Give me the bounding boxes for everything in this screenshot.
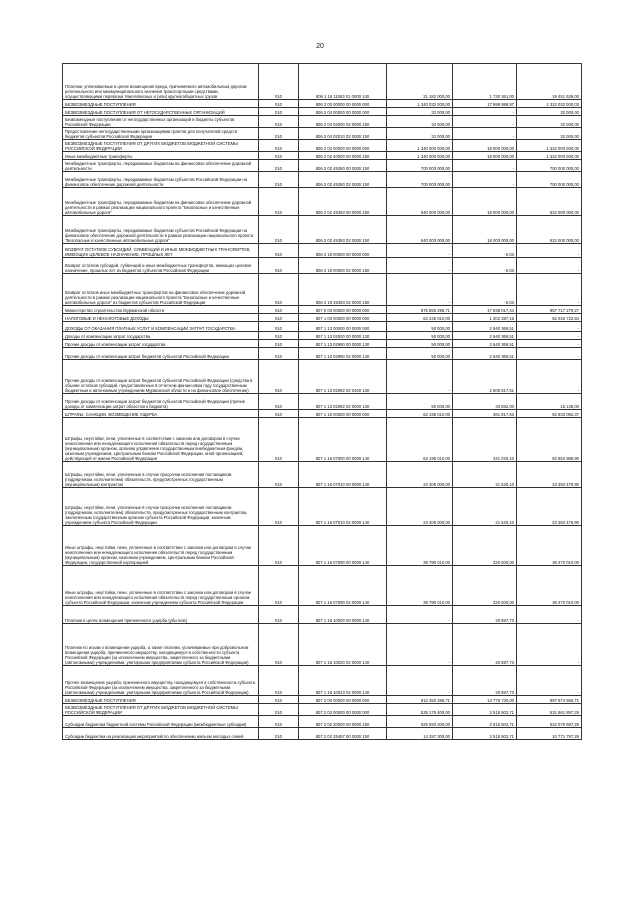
row-approved-cell: -: [387, 606, 453, 624]
row-budget-code-cell: 807 1 16 07010 02 0000 140: [299, 488, 387, 526]
row-executed-cell: 3 515 502,71: [453, 728, 517, 740]
row-unexecuted-cell: 700 000 000,00: [517, 172, 582, 188]
row-approved-cell: -: [387, 624, 453, 666]
row-name-cell: НАЛОГОВЫЕ И НЕНАЛОГОВЫЕ ДОХОДЫ: [63, 314, 259, 322]
table-row: [63, 696, 582, 704]
row-executed-cell: 361 917,63: [453, 410, 517, 418]
row-approved-cell: 700 000 000,00: [387, 172, 453, 188]
row-executed-cell: 18 000 000,00: [453, 140, 517, 152]
row-line-code-cell: 010: [259, 360, 299, 394]
row-executed-cell: 18 000 000,00: [453, 152, 517, 160]
table-row: [63, 488, 582, 526]
table-row: [63, 348, 582, 360]
row-executed-cell: 18 000 000,00: [453, 188, 517, 216]
row-budget-code-cell: 807 0 00 00000 00 0000 000: [299, 306, 387, 314]
row-name-cell: БЕЗВОЗМЕЗДНЫЕ ПОСТУПЛЕНИЯ: [63, 100, 259, 108]
row-budget-code-cell: 806 2 02 45390 00 0000 150: [299, 160, 387, 172]
row-unexecuted-cell: -: [517, 624, 582, 666]
row-budget-code-cell: 807 1 13 02990 00 0000 130: [299, 340, 387, 348]
row-executed-cell: 320 000,00: [453, 526, 517, 566]
row-name-cell: Межбюджетные трансферты, передаваемые бюджетам субъектов Российской Федерации на финансовое обеспечение дорожной деятельности в рамках реализации национального проекта "Безопасные и качественные автомобильные дороги": [63, 216, 259, 244]
row-unexecuted-cell: -: [517, 606, 582, 624]
row-line-code-cell: 010: [259, 160, 299, 172]
row-unexecuted-cell: 622 000 000,00: [517, 188, 582, 216]
row-unexecuted-cell: 1 322 000 000,00: [517, 140, 582, 152]
row-line-code-cell: 010: [259, 606, 299, 624]
row-approved-cell: 32 000,00: [387, 108, 453, 116]
row-unexecuted-cell: -: [517, 348, 582, 360]
table-row: [63, 116, 582, 128]
row-name-cell: ШТРАФЫ, САНКЦИИ, ВОЗМЕЩЕНИЕ УЩЕРБА: [63, 410, 259, 418]
table-row: [63, 704, 582, 716]
row-line-code-cell: 010: [259, 340, 299, 348]
row-line-code-cell: 010: [259, 332, 299, 340]
row-name-cell: Прочее возмещение ущерба, причиненного имуществу, находящемуся в собственности субъекта Российской Федерации (за исключением имущества, закрепленного за бюджетными (автономными) учреждениями, унитарными предприятиями субъекта Российской Федерации): [63, 666, 259, 696]
table-row: [63, 728, 582, 740]
row-line-code-cell: 010: [259, 64, 299, 100]
row-budget-code-cell: 807 1 13 02992 02 0000 130: [299, 394, 387, 410]
row-executed-cell: -0,03: [453, 258, 517, 274]
row-approved-cell: 50 000,00: [387, 332, 453, 340]
row-line-code-cell: 010: [259, 704, 299, 716]
row-approved-cell: 50 000,00: [387, 322, 453, 332]
table-row: [63, 140, 582, 152]
row-unexecuted-cell: 39 470 010,00: [517, 526, 582, 566]
row-line-code-cell: 010: [259, 526, 299, 566]
row-approved-cell: 640 000 000,00: [387, 188, 453, 216]
row-line-code-cell: 010: [259, 322, 299, 332]
row-name-cell: БЕЗВОЗМЕЗДНЫЕ ПОСТУПЛЕНИЯ ОТ ДРУГИХ БЮДЖЕТОВ БЮДЖЕТНОЙ СИСТЕМЫ РОССИЙСКОЙ ФЕДЕРАЦИИ: [63, 140, 259, 152]
row-executed-cell: 320 000,00: [453, 566, 517, 606]
table-row: [63, 172, 582, 188]
row-executed-cell: -: [453, 128, 517, 140]
table-row: [63, 566, 582, 606]
row-unexecuted-cell: 62 833 092,37: [517, 410, 582, 418]
row-executed-cell: 17 999 999,97: [453, 100, 517, 108]
row-executed-cell: -: [453, 116, 517, 128]
row-name-cell: Прочие доходы от компенсации затрат бюджетов субъектов Российской Федерации: [63, 348, 259, 360]
table-row: [63, 716, 582, 728]
row-approved-cell: 535 175 400,00: [387, 704, 453, 716]
row-approved-cell: -: [387, 244, 453, 258]
table-row: [63, 152, 582, 160]
row-budget-code-cell: 807 1 13 02990 02 0000 130: [299, 348, 387, 360]
row-executed-cell: 20 897,73: [453, 624, 517, 666]
row-executed-cell: 1 202 287,16: [453, 314, 517, 322]
row-name-cell: Платежи в целях возмещения причиненного ущерба (убытков): [63, 606, 259, 624]
row-budget-code-cell: 807 2 02 25497 00 0000 150: [299, 728, 387, 740]
row-name-cell: Иные межбюджетные трансферты: [63, 152, 259, 160]
row-line-code-cell: 010: [259, 462, 299, 488]
row-unexecuted-cell: 23 383 479,90: [517, 462, 582, 488]
row-budget-code-cell: 806 2 04 02010 02 0000 150: [299, 128, 387, 140]
row-executed-cell: 3 515 502,71: [453, 704, 517, 716]
row-line-code-cell: 010: [259, 306, 299, 314]
row-unexecuted-cell: -: [517, 360, 582, 394]
row-name-cell: Субсидии бюджетам бюджетной системы Российской Федерации (межбюджетные субсидии): [63, 716, 259, 728]
table-row: [63, 216, 582, 244]
row-line-code-cell: 010: [259, 624, 299, 666]
row-name-cell: Безвозмездные поступления от негосударственных организаций в бюджеты субъектов Российской Федерации: [63, 116, 259, 128]
row-approved-cell: 63 195 010,00: [387, 418, 453, 462]
revenue-table: [62, 63, 582, 740]
row-approved-cell: 50 000,00: [387, 348, 453, 360]
row-executed-cell: 2 640 369,51: [453, 340, 517, 348]
row-unexecuted-cell: 700 000 000,00: [517, 160, 582, 172]
row-budget-code-cell: 806 2 02 45393 00 0000 150: [299, 188, 387, 216]
row-executed-cell: 20 897,73: [453, 666, 517, 696]
row-unexecuted-cell: -: [517, 258, 582, 274]
table-row: [63, 244, 582, 258]
row-name-cell: Межбюджетные трансферты, передаваемые бюджетам субъектов Российской Федерации на финансовое обеспечение дорожной деятельности: [63, 172, 259, 188]
row-approved-cell: 525 593 200,00: [387, 716, 453, 728]
row-approved-cell: 1 340 032 000,00: [387, 100, 453, 108]
row-approved-cell: 700 000 000,00: [387, 160, 453, 172]
row-unexecuted-cell: -: [517, 244, 582, 258]
row-approved-cell: 975 655 296,71: [387, 306, 453, 314]
row-executed-cell: 2 606 517,51: [453, 360, 517, 394]
row-approved-cell: 63 245 010,00: [387, 314, 453, 322]
row-budget-code-cell: 806 2 19 00000 00 0000 000: [299, 244, 387, 258]
row-budget-code-cell: 807 2 00 00000 00 0000 000: [299, 696, 387, 704]
row-executed-cell: 3 515 502,71: [453, 716, 517, 728]
row-approved-cell: 50 000,00: [387, 394, 453, 410]
row-line-code-cell: 010: [259, 172, 299, 188]
row-executed-cell: 21 520,10: [453, 488, 517, 526]
table-row: [63, 526, 582, 566]
row-line-code-cell: 010: [259, 216, 299, 244]
row-line-code-cell: 010: [259, 258, 299, 274]
table-row: [63, 624, 582, 666]
row-unexecuted-cell: 19 451 639,00: [517, 64, 582, 100]
row-name-cell: Субсидии бюджетам на реализацию мероприятий по обеспечению жильем молодых семей: [63, 728, 259, 740]
table-row: [63, 462, 582, 488]
row-name-cell: Иные штрафы, неустойки, пени, уплаченные в соответствии с законом или договором в случае неисполнения или ненадлежащего исполнения обязательств перед государственным органом субъекта Российской Федерации, казенным учреждением субъекта Российской Федерации: [63, 566, 259, 606]
row-name-cell: Штрафы, неустойки, пени, уплаченные в случае просрочки исполнения поставщиком (подрядчиком, исполнителем) обязательств, предусмотренных государственным контрактом, заключенным государственным органом субъекта Российской Федерации, казенным учреждением субъекта Российской Федерации: [63, 488, 259, 526]
row-name-cell: Штрафы, неустойки, пени, уплаченные в случае просрочки исполнения поставщиком (подрядчиком, исполнителем) обязательств, предусмотренных государственным (муниципальным) контрактом: [63, 462, 259, 488]
row-unexecuted-cell: 522 079 697,29: [517, 716, 582, 728]
row-line-code-cell: 010: [259, 716, 299, 728]
row-unexecuted-cell: 39 470 010,00: [517, 566, 582, 606]
row-budget-code-cell: 806 2 02 40000 00 0000 150: [299, 152, 387, 160]
row-executed-cell: 18 000 000,00: [453, 216, 517, 244]
table-row: [63, 666, 582, 696]
row-approved-cell: 23 405 000,00: [387, 462, 453, 488]
row-budget-code-cell: 806 2 02 45393 02 0000 150: [299, 216, 387, 244]
row-unexecuted-cell: 32 000,00: [517, 116, 582, 128]
row-line-code-cell: 010: [259, 418, 299, 462]
row-budget-code-cell: 807 1 13 02992 02 0400 130: [299, 360, 387, 394]
row-name-cell: Возврат остатков иных межбюджетных трансфертов на финансовое обеспечение дорожной деятельности в рамках реализации национального проекта "Безопасные и качественные автомобильные дороги" из бюджетов субъектов Российской Федерации: [63, 274, 259, 306]
row-executed-cell: 2 640 369,51: [453, 348, 517, 360]
row-name-cell: Предоставление негосударственными организациями грантов для получателей средств бюджетов субъектов Российской Федерации: [63, 128, 259, 140]
row-line-code-cell: 010: [259, 666, 299, 696]
row-executed-cell: 341 020,10: [453, 418, 517, 462]
row-name-cell: Возврат остатков субсидий, субвенций и иных межбюджетных трансфертов, имеющих целевое назначение, прошлых лет из бюджетов субъектов Российской Федерации: [63, 258, 259, 274]
row-line-code-cell: 010: [259, 410, 299, 418]
row-unexecuted-cell: 1 322 000 000,00: [517, 152, 582, 160]
row-approved-cell: 32 000,00: [387, 128, 453, 140]
table-row: [63, 306, 582, 314]
row-line-code-cell: 010: [259, 394, 299, 410]
table-row: [63, 258, 582, 274]
row-unexecuted-cell: -: [517, 340, 582, 348]
row-name-cell: ДОХОДЫ ОТ ОКАЗАНИЯ ПЛАТНЫХ УСЛУГ И КОМПЕНСАЦИИ ЗАТРАТ ГОСУДАРСТВА: [63, 322, 259, 332]
row-name-cell: Прочие доходы от компенсации затрат бюджетов субъектов Российской Федерации (прочие доходы от компенсации затрат областного бюджета): [63, 394, 259, 410]
row-approved-cell: 50 000,00: [387, 340, 453, 348]
row-approved-cell: 39 790 010,00: [387, 566, 453, 606]
row-approved-cell: 63 195 010,00: [387, 410, 453, 418]
row-unexecuted-cell: 622 000 000,00: [517, 216, 582, 244]
table-row: [63, 160, 582, 172]
row-name-cell: Прочие доходы от компенсации затрат бюджетов субъектов Российской Федерации (средства в объеме остатков субсидий, предоставленных в отчетном финансовом году государственным бюджетным и автономным учреждениям Мурманской области и на финансовое обеспечение): [63, 360, 259, 394]
row-unexecuted-cell: 1 322 032 000,03: [517, 100, 582, 108]
row-budget-code-cell: 807 1 16 07090 02 0000 140: [299, 566, 387, 606]
row-name-cell: Межбюджетные трансферты, передаваемые бюджетам на финансовое обеспечение дорожной деятельности в рамках реализации национального проекта "Безопасные и качественные автомобильные дороги": [63, 188, 259, 216]
row-line-code-cell: 010: [259, 140, 299, 152]
row-budget-code-cell: 807 1 16 07010 00 0000 140: [299, 462, 387, 488]
row-unexecuted-cell: 531 661 897,29: [517, 704, 582, 716]
table-row: [63, 360, 582, 394]
row-executed-cell: 20 897,73: [453, 606, 517, 624]
table-row: [63, 314, 582, 322]
row-executed-cell: 17 938 017,44: [453, 306, 517, 314]
row-approved-cell: 1 340 000 000,00: [387, 152, 453, 160]
row-unexecuted-cell: 23 383 479,90: [517, 488, 582, 526]
row-line-code-cell: 010: [259, 188, 299, 216]
row-budget-code-cell: 807 1 16 07000 00 0000 140: [299, 418, 387, 462]
table-row: [63, 332, 582, 340]
row-unexecuted-cell: 16 148,00: [517, 394, 582, 410]
row-budget-code-cell: 807 1 16 10023 02 0000 140: [299, 666, 387, 696]
row-line-code-cell: 010: [259, 696, 299, 704]
row-unexecuted-cell: 32 000,00: [517, 108, 582, 116]
row-name-cell: БЕЗВОЗМЕЗДНЫЕ ПОСТУПЛЕНИЯ ОТ ДРУГИХ БЮДЖЕТОВ БЮДЖЕТНОЙ СИСТЕМЫ РОССИЙСКОЙ ФЕДЕРАЦИИ: [63, 704, 259, 716]
row-budget-code-cell: 806 2 19 00000 02 0000 150: [299, 258, 387, 274]
table-row: [63, 188, 582, 216]
row-budget-code-cell: 807 2 02 00000 00 0000 000: [299, 704, 387, 716]
table-row: [63, 418, 582, 462]
row-name-cell: Иные штрафы, неустойки, пени, уплаченные в соответствии с законом или договором в случае неисполнения или ненадлежащего исполнения обязательств перед государственным (муниципальным) органом, казенным учреждением, Центральным банком Российской Федерации, государственной корпорацией: [63, 526, 259, 566]
row-approved-cell: 39 790 010,00: [387, 526, 453, 566]
row-approved-cell: 912 450 286,71: [387, 696, 453, 704]
row-budget-code-cell: 806 1 16 11063 01 0000 140: [299, 64, 387, 100]
table-row: [63, 394, 582, 410]
row-unexecuted-cell: 957 717 279,27: [517, 306, 582, 314]
row-budget-code-cell: 807 1 13 00000 00 0000 000: [299, 322, 387, 332]
table-row: [63, 410, 582, 418]
row-executed-cell: 21 520,10: [453, 462, 517, 488]
row-budget-code-cell: 807 1 16 10020 02 0000 140: [299, 624, 387, 666]
row-approved-cell: -: [387, 258, 453, 274]
page-number: 20: [316, 43, 324, 50]
row-budget-code-cell: 807 1 16 00000 00 0000 000: [299, 410, 387, 418]
row-line-code-cell: 010: [259, 728, 299, 740]
row-unexecuted-cell: 10 771 797,29: [517, 728, 582, 740]
row-executed-cell: 14 775 730,00: [453, 696, 517, 704]
row-budget-code-cell: 806 2 04 00000 00 0000 000: [299, 108, 387, 116]
row-approved-cell: -: [387, 666, 453, 696]
row-executed-cell: -0,03: [453, 274, 517, 306]
table-row: [63, 274, 582, 306]
row-approved-cell: 32 000,00: [387, 116, 453, 128]
row-budget-code-cell: 806 2 00 00000 00 0000 000: [299, 100, 387, 108]
row-line-code-cell: 010: [259, 100, 299, 108]
row-name-cell: Платежи по искам о возмещении ущерба, а также платежи, уплачиваемые при добровольном возмещении ущерба, причиненного имуществу, находящемуся в собственности субъекта Российской Федерации (за исключением имущества, закрепленного за бюджетными (автономными) учреждениями, унитарными предприятиями субъекта Российской Федерации): [63, 624, 259, 666]
row-line-code-cell: 010: [259, 566, 299, 606]
row-line-code-cell: 010: [259, 348, 299, 360]
row-approved-cell: -: [387, 274, 453, 306]
row-executed-cell: 1 730 361,00: [453, 64, 517, 100]
row-unexecuted-cell: 32 000,00: [517, 128, 582, 140]
row-executed-cell: 2 640 369,51: [453, 332, 517, 340]
row-budget-code-cell: 806 2 02 45390 02 0000 150: [299, 172, 387, 188]
row-unexecuted-cell: 897 674 556,71: [517, 696, 582, 704]
row-budget-code-cell: 807 1 00 00000 00 0000 000: [299, 314, 387, 322]
row-approved-cell: 21 182 000,00: [387, 64, 453, 100]
row-approved-cell: 1 340 000 000,00: [387, 140, 453, 152]
table-row: [63, 322, 582, 332]
table-row: [63, 100, 582, 108]
row-line-code-cell: 010: [259, 128, 299, 140]
row-unexecuted-cell: -: [517, 332, 582, 340]
row-budget-code-cell: 806 2 02 00000 00 0000 000: [299, 140, 387, 152]
table-row: [63, 108, 582, 116]
row-line-code-cell: 010: [259, 116, 299, 128]
row-name-cell: Межбюджетные трансферты, передаваемые бюджетам на финансовое обеспечение дорожной деятельности: [63, 160, 259, 172]
row-approved-cell: 23 405 000,00: [387, 488, 453, 526]
table-row: [63, 340, 582, 348]
row-budget-code-cell: 806 2 19 45393 02 0000 150: [299, 274, 387, 306]
row-budget-code-cell: 807 2 02 20000 00 0000 150: [299, 716, 387, 728]
table-row: [63, 606, 582, 624]
row-line-code-cell: 010: [259, 244, 299, 258]
row-line-code-cell: 010: [259, 274, 299, 306]
row-name-cell: Прочие доходы от компенсации затрат государства: [63, 340, 259, 348]
row-name-cell: ВОЗВРАТ ОСТАТКОВ СУБСИДИЙ, СУБВЕНЦИЙ И ИНЫХ МЕЖБЮДЖЕТНЫХ ТРАНСФЕРТОВ, ИМЕЮЩИХ ЦЕЛЕВОЕ НАЗНАЧЕНИЕ, ПРОШЛЫХ ЛЕТ: [63, 244, 259, 258]
row-approved-cell: 640 000 000,00: [387, 216, 453, 244]
row-approved-cell: -: [387, 360, 453, 394]
row-unexecuted-cell: -: [517, 274, 582, 306]
row-line-code-cell: 010: [259, 108, 299, 116]
table-row: [63, 64, 582, 100]
row-name-cell: Штрафы, неустойки, пени, уплаченные в соответствии с законом или договором в случае неисполнения или ненадлежащего исполнения обязательств перед государственным (муниципальным) органом, органом управления государственным внебюджетным фондом, казенным учреждением, Центральным банком Российской Федерации, иной организацией, действующей от имени Российской Федерации: [63, 418, 259, 462]
row-executed-cell: -: [453, 160, 517, 172]
row-budget-code-cell: 807 1 16 07090 00 0000 140: [299, 526, 387, 566]
row-executed-cell: -: [453, 108, 517, 116]
row-unexecuted-cell: -: [517, 322, 582, 332]
row-executed-cell: -0,03: [453, 244, 517, 258]
row-executed-cell: 2 640 369,51: [453, 322, 517, 332]
row-budget-code-cell: 807 1 16 10000 00 0000 140: [299, 606, 387, 624]
row-line-code-cell: 010: [259, 314, 299, 322]
row-name-cell: Министерство строительства Мурманской области: [63, 306, 259, 314]
row-line-code-cell: 010: [259, 488, 299, 526]
row-unexecuted-cell: 62 853 989,90: [517, 418, 582, 462]
row-budget-code-cell: 806 2 04 02000 02 0000 150: [299, 116, 387, 128]
row-executed-cell: -: [453, 172, 517, 188]
row-budget-code-cell: 807 1 13 02000 00 0000 130: [299, 332, 387, 340]
table-row: [63, 128, 582, 140]
row-line-code-cell: 010: [259, 152, 299, 160]
row-name-cell: БЕЗВОЗМЕЗДНЫЕ ПОСТУПЛЕНИЯ ОТ НЕГОСУДАРСТВЕННЫХ ОРГАНИЗАЦИЙ: [63, 108, 259, 116]
row-name-cell: Доходы от компенсации затрат государства: [63, 332, 259, 340]
row-executed-cell: 33 852,00: [453, 394, 517, 410]
row-unexecuted-cell: 62 042 722,84: [517, 314, 582, 322]
row-name-cell: Платежи, уплачиваемые в целях возмещения вреда, причиняемого автомобильным дорогам регионального или межмуниципального значения транспортными средствами, осуществляющими перевозки тяжеловесных и (или) крупногабаритных грузов: [63, 64, 259, 100]
row-approved-cell: 14 287 300,00: [387, 728, 453, 740]
row-unexecuted-cell: -: [517, 666, 582, 696]
row-name-cell: БЕЗВОЗМЕЗДНЫЕ ПОСТУПЛЕНИЯ: [63, 696, 259, 704]
